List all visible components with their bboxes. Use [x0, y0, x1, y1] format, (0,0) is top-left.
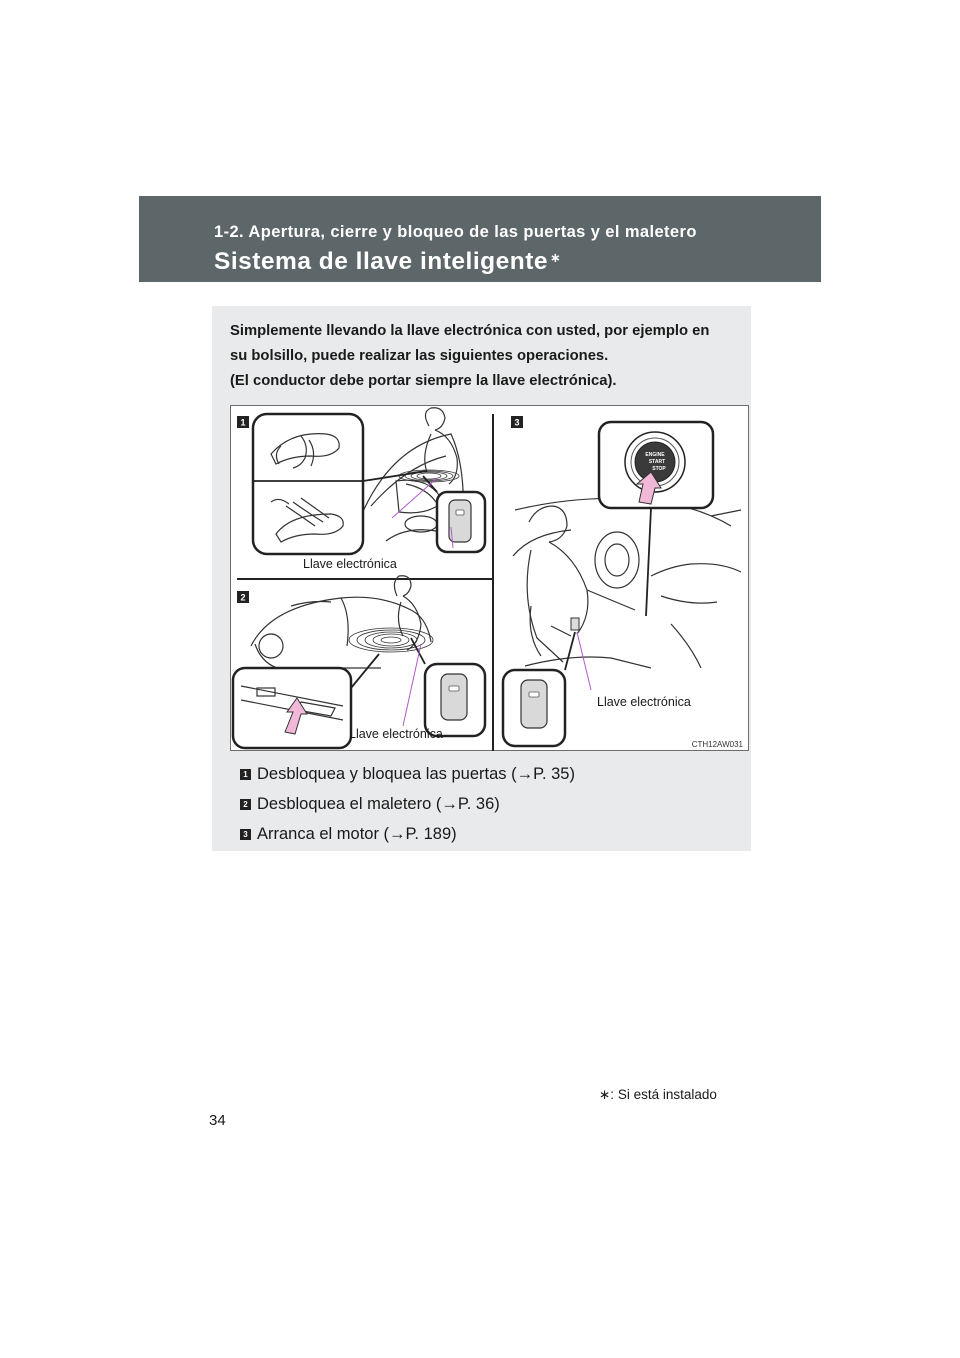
page-title: [214, 248, 561, 276]
item-number-badge: 1: [240, 769, 251, 780]
pocket-key-icon: [571, 618, 579, 630]
panel-number-1: 1: [240, 417, 246, 428]
item-text: Desbloquea y bloquea las puertas (→P. 35): [257, 764, 575, 783]
page-number: 34: [209, 1112, 226, 1129]
cabin-scene-illustration: [513, 498, 741, 668]
item-number-badge: 2: [240, 799, 251, 810]
intro-line: su bolsillo, puede realizar las siguientes operaciones.: [230, 348, 609, 364]
illustration-svg: [231, 406, 750, 752]
inset-pointer-line: [646, 508, 651, 616]
figure-code: CTH12AW031: [691, 740, 743, 749]
trunk-scene-illustration: [251, 576, 431, 668]
leader-line-2: [403, 644, 421, 726]
list-item: [240, 759, 575, 789]
button-text-engine: ENGINE: [645, 452, 665, 458]
inset-pointer-line: [565, 632, 575, 670]
key-label-1: Llave electrónica: [303, 557, 397, 571]
panel-number-3: 3: [514, 417, 520, 428]
item-text: Desbloquea el maletero (→P. 36): [257, 794, 500, 813]
footnote: ∗: Si está instalado: [599, 1087, 717, 1102]
item-number-badge: 3: [240, 829, 251, 840]
operations-list: [240, 759, 575, 849]
inset-pointer-line: [411, 638, 425, 664]
intro-text: [230, 319, 740, 394]
leader-line-3: [577, 632, 591, 690]
item-text: Arranca el motor (→P. 189): [257, 824, 457, 843]
intro-line: Simplemente llevando la llave electrónica con usted, por ejemplo en: [230, 323, 710, 339]
intro-line: (El conductor debe portar siempre la llave electrónica).: [230, 373, 617, 389]
smart-key-icon: [441, 674, 467, 720]
smart-key-icon: [521, 680, 547, 728]
content-box: [212, 306, 751, 851]
list-item: [240, 789, 575, 819]
footnote-marker: ∗: [549, 250, 562, 265]
inset-pointer-line: [351, 654, 379, 688]
illustration-figure: [230, 405, 749, 751]
key-button-icon: [456, 510, 464, 515]
button-text-start: START: [648, 459, 666, 465]
button-text-stop: STOP: [652, 466, 666, 472]
key-button-icon: [449, 686, 459, 691]
panel-number-2: 2: [240, 592, 246, 603]
key-label-3: Llave electrónica: [597, 695, 691, 709]
page-title-text: Sistema de llave inteligente: [214, 248, 548, 275]
signal-waves-icon: [399, 470, 459, 482]
key-button-icon: [529, 692, 539, 697]
list-item: [240, 819, 575, 849]
door-handle-inset: [253, 414, 363, 554]
chapter-header: [139, 196, 821, 282]
key-label-2: Llave electrónica: [349, 727, 443, 741]
section-title: 1-2. Apertura, cierre y bloqueo de las puertas y el maletero: [214, 223, 697, 241]
leader-line-1b: [392, 478, 437, 518]
